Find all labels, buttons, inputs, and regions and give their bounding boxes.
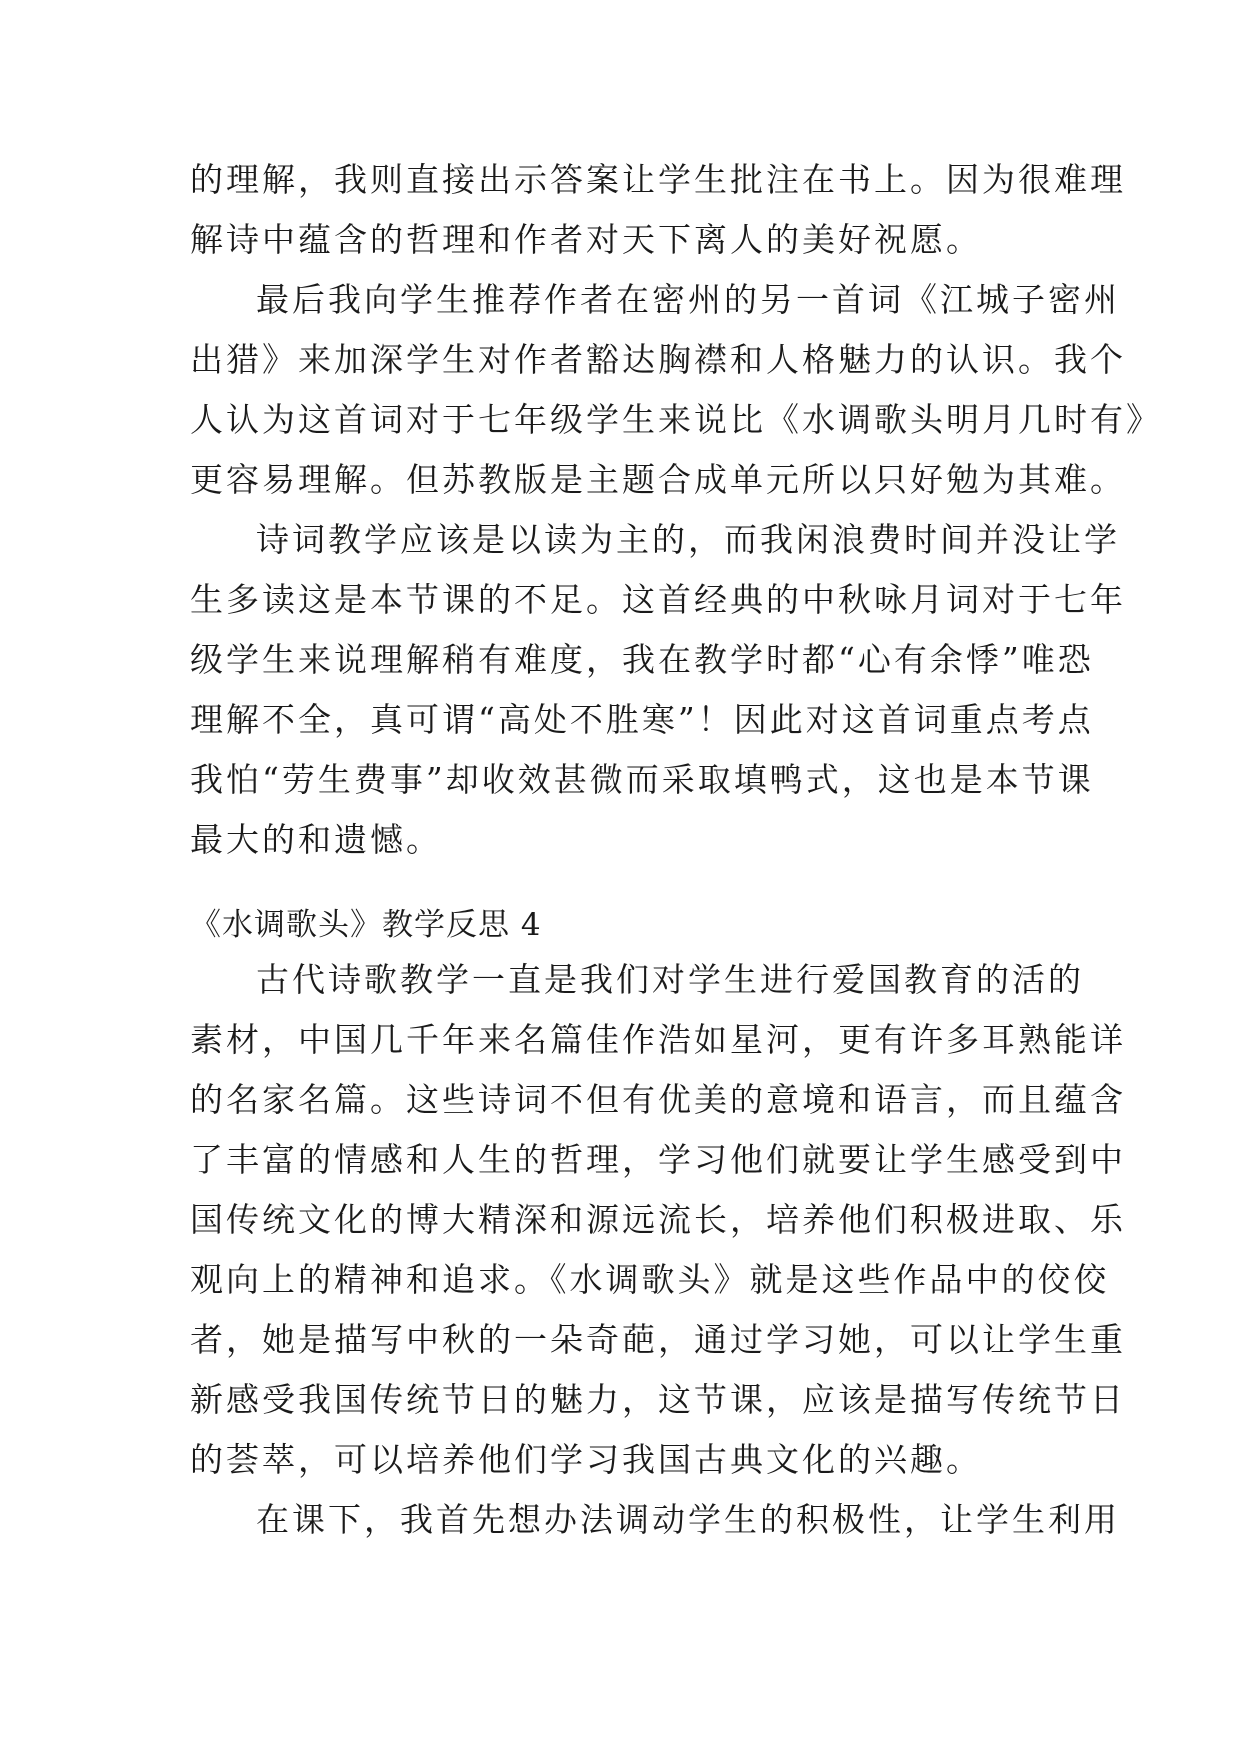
text-line: 最大的和遗憾。 xyxy=(190,820,442,859)
text-line: 解诗中蕴含的哲理和作者对天下离人的美好祝愿。 xyxy=(190,220,982,259)
text-line: 我怕“劳生费事”却收效甚微而采取填鸭式，这也是本节课 xyxy=(190,760,1094,799)
text-line: 古代诗歌教学一直是我们对学生进行爱国教育的活的 xyxy=(256,960,1084,999)
text-line: 最后我向学生推荐作者在密州的另一首词《江城子密州 xyxy=(256,280,1120,319)
text-line: 级学生来说理解稍有难度，我在教学时都“心有余悸”唯恐 xyxy=(190,640,1094,679)
paragraph-continued xyxy=(190,150,1126,270)
text-line: 生多读这是本节课的不足。这首经典的中秋咏月词对于七年 xyxy=(190,580,1126,619)
section-heading: 《水调歌头》教学反思 4 xyxy=(190,907,542,943)
text-line: 观向上的精神和追求。《水调歌头》就是这些作品中的佼佼 xyxy=(190,1260,1110,1299)
text-line: 素材，中国几千年来名篇佳作浩如星河，更有许多耳熟能详 xyxy=(190,1020,1126,1059)
text-line: 出猎》来加深学生对作者豁达胸襟和人格魅力的认识。我个 xyxy=(190,340,1126,379)
text-line: 国传统文化的博大精深和源远流长，培养他们积极进取、乐 xyxy=(190,1200,1126,1239)
text-line: 的理解，我则直接出示答案让学生批注在书上。因为很难理 xyxy=(190,160,1126,199)
text-line: 人认为这首词对于七年级学生来说比《水调歌头明月几时有》 xyxy=(190,400,1162,439)
text-line: 者，她是描写中秋的一朵奇葩，通过学习她，可以让学生重 xyxy=(190,1320,1126,1359)
text-line: 了丰富的情感和人生的哲理，学习他们就要让学生感受到中 xyxy=(190,1140,1126,1179)
text-line: 在课下，我首先想办法调动学生的积极性，让学生利用 xyxy=(256,1500,1120,1539)
paragraph-intro xyxy=(190,950,1126,1490)
text-line: 的名家名篇。这些诗词不但有优美的意境和语言，而且蕴含 xyxy=(190,1080,1126,1119)
paragraph-recommendation xyxy=(190,270,1162,510)
paragraph-after-class xyxy=(190,1490,1120,1550)
text-line: 理解不全，真可谓“高处不胜寒”！因此对这首词重点考点 xyxy=(190,700,1094,739)
text-line: 的荟萃，可以培养他们学习我国古典文化的兴趣。 xyxy=(190,1440,982,1479)
text-line: 更容易理解。但苏教版是主题合成单元所以只好勉为其难。 xyxy=(190,460,1126,499)
paragraph-reflection xyxy=(190,510,1126,870)
document-body xyxy=(190,150,1162,1550)
text-line: 新感受我国传统节日的魅力，这节课，应该是描写传统节日 xyxy=(190,1380,1126,1419)
text-line: 诗词教学应该是以读为主的，而我闲浪费时间并没让学 xyxy=(256,520,1120,559)
